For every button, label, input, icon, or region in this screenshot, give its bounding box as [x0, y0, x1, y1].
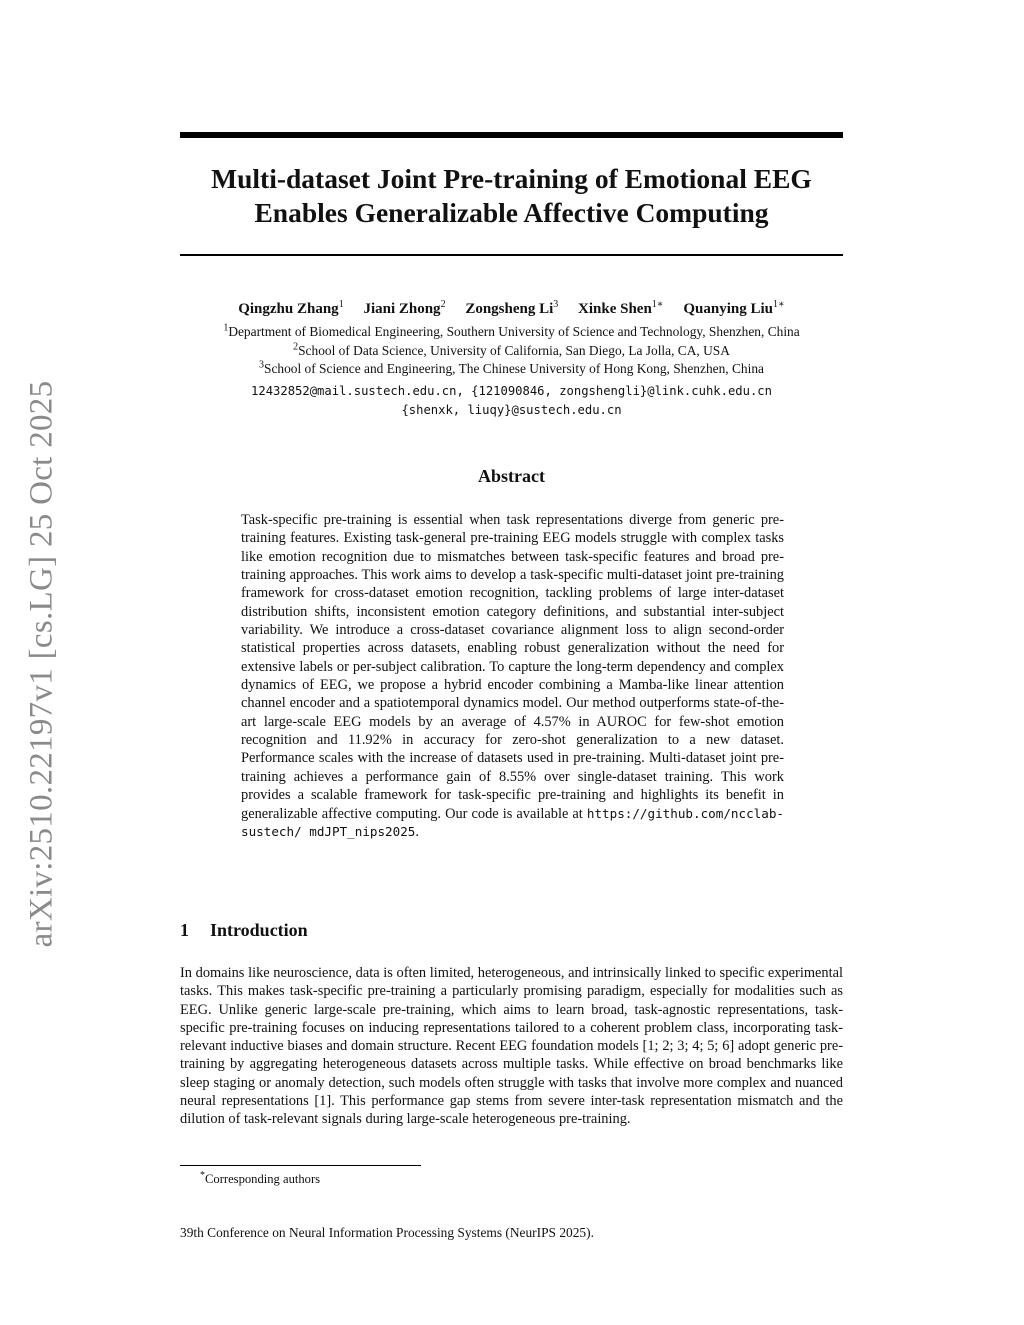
affiliation-text: School of Data Science, University of California, San Diego, La Jolla, CA, USA: [298, 342, 730, 358]
affiliation-mark: 2: [293, 341, 299, 353]
paper-title: [180, 162, 843, 230]
author-name: Qingzhu Zhang: [238, 301, 339, 317]
conference-note: 39th Conference on Neural Information Processing Systems (NeurIPS 2025).: [180, 1225, 594, 1240]
section-title: Introduction: [210, 920, 308, 940]
affiliation-text: Department of Biomedical Engineering, Southern University of Science and Technology, Shenzhen, China: [228, 324, 800, 339]
abstract-end: .: [415, 823, 419, 840]
title-bottom-rule: [180, 254, 843, 256]
author-mark: 3: [553, 299, 559, 310]
introduction-body: In domains like neuroscience, data is often limited, heterogeneous, and intrinsically linked to specific experimental tasks. This makes task-specific pre-training a particularly promising paradigm, especially for modalities such as EEG. Unlike generic large-scale pre-training, which aims to learn broad, task-agnostic representations, task-specific pre-training focuses on inducing representations tailored to a coherent problem class, incorporating task-relevant inductive biases and domain structure. Recent EEG foundation models [1; 2; 3; 4; 5; 6] adopt generic pre-training by aggregating heterogeneous datasets across multiple tasks. While effective on broad benchmarks like sleep staging or anomaly detection, such models often struggle with tasks that involve more complex and nuanced neural representations [1]. This performance gap stems from severe inter-task representation mismatch and the dilution of task-relevant signals during large-scale heterogeneous pre-training.: [180, 965, 843, 1128]
email-line: 12432852@mail.sustech.edu.cn, {121090846, zongshengli}@link.cuhk.edu.cn: [251, 384, 772, 398]
author-name: Jiani Zhong: [363, 301, 441, 317]
affiliation-text: School of Science and Engineering, The Chinese University of Hong Kong, Shenzhen, China: [264, 361, 764, 376]
author-name: Xinke Shen: [578, 301, 652, 317]
author-name: Quanying Liu: [683, 301, 773, 317]
title-line-1: Multi-dataset Joint Pre-training of Emotional EEG: [211, 163, 812, 194]
author: [578, 301, 664, 317]
author: [465, 301, 558, 317]
footnote-text: Corresponding authors: [205, 1172, 321, 1186]
section-heading-introduction: [180, 918, 843, 942]
footnote: [200, 1170, 800, 1188]
author-list: [180, 299, 843, 319]
author-mark: 1∗: [651, 299, 664, 310]
section-number: 1: [180, 920, 189, 940]
affiliation: [150, 342, 873, 361]
title-top-rule: [180, 132, 843, 138]
email-line: {shenxk, liuqy}@sustech.edu.cn: [401, 402, 622, 417]
affiliation-list: [150, 323, 873, 379]
author-mark: 1: [338, 299, 344, 310]
footnote-rule: [180, 1165, 421, 1166]
abstract-body: [241, 511, 784, 841]
title-line-2: Enables Generalizable Affective Computing: [254, 197, 769, 228]
footnote-mark: *: [200, 1169, 205, 1181]
affiliation-mark: 3: [259, 359, 265, 371]
author-mark: 2: [440, 299, 446, 310]
abstract-text: Task-specific pre-training is essential when task representations diverge from generic pre-training features. Existing task-general pre-training EEG models struggle with complex tasks like emotion recognition due to mismatches between task-specific features and broad pre-training approaches. This work aims to develop a task-specific multi-dataset joint pre-training framework for cross-dataset emotion recognition, tackling problems of large inter-dataset distribution shifts, inconsistent emotion category definitions, and substantial inter-subject variability. We introduce a cross-dataset covariance alignment loss to align second-order statistical properties across datasets, enabling robust generalization without the need for extensive labels or per-subject calibration. To capture the long-term dependency and complex dynamics of EEG, we propose a hybrid encoder combining a Mamba-like linear attention channel encoder and a spatiotemporal dynamics model. Our method outperforms state-of-the-art large-scale EEG models by an average of 4.57% in AUROC for few-shot emotion recognition and 11.92% in accuracy for zero-shot generalization to a new dataset. Performance scales with the increase of datasets used in pre-training. Multi-dataset joint pre-training achieves a performance gain of 8.55% over single-dataset training. This work provides a scalable framework for task-specific pre-training and highlights its benefit in generalizable affective computing. Our code is available at: [241, 512, 784, 822]
abstract-heading: Abstract: [478, 466, 545, 486]
email-list: [150, 382, 873, 419]
affiliation: [150, 323, 873, 342]
author: [238, 301, 343, 317]
code-link[interactable]: https://github.com/ncclab-sustech/ mdJPT_nips2025: [241, 805, 784, 839]
author-mark: 1∗: [772, 299, 785, 310]
author: [363, 301, 445, 317]
author: [683, 301, 784, 317]
arxiv-stamp: arXiv:2510.22197v1 [cs.LG] 25 Oct 2025: [23, 380, 60, 948]
affiliation: [150, 360, 873, 379]
author-name: Zongsheng Li: [465, 301, 554, 317]
affiliation-mark: 1: [223, 322, 229, 334]
